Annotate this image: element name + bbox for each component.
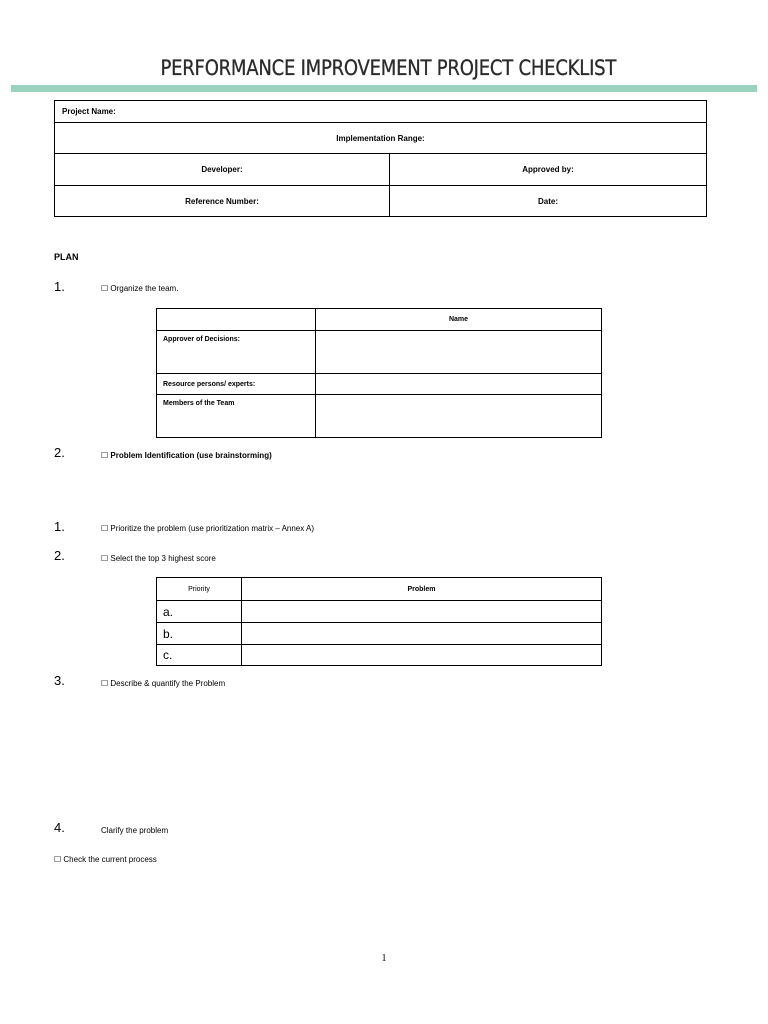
checklist-item-select-top-3[interactable]: ☐ Select the top 3 highest score xyxy=(101,554,216,563)
title-underline xyxy=(11,85,757,92)
step-number: 1. xyxy=(54,279,65,294)
team-row-input[interactable] xyxy=(316,374,602,395)
team-row-input[interactable] xyxy=(316,395,602,438)
date-field[interactable]: Date: xyxy=(390,186,707,217)
priority-table xyxy=(156,577,602,666)
priority-table-header-priority: Priority xyxy=(157,578,242,601)
priority-row-input[interactable] xyxy=(242,645,602,666)
team-row-input[interactable] xyxy=(316,331,602,374)
step-number: 4. xyxy=(54,820,65,835)
step-number: 2. xyxy=(54,445,65,460)
developer-field[interactable]: Developer: xyxy=(55,154,390,186)
checklist-item-describe-problem[interactable]: ☐ Describe & quantify the Problem xyxy=(101,679,226,688)
priority-row-label: b. xyxy=(157,623,242,645)
section-plan-heading: PLAN xyxy=(54,252,79,262)
priority-row-input[interactable] xyxy=(242,601,602,623)
team-row-label: Resource persons/ experts: xyxy=(157,374,316,395)
checklist-item-clarify-problem: Clarify the problem xyxy=(101,826,169,835)
approved-by-field[interactable]: Approved by: xyxy=(390,154,707,186)
team-row-label: Approver of Decisions: xyxy=(157,331,316,374)
project-name-field[interactable]: Project Name: xyxy=(55,101,707,123)
document-title: PERFORMANCE IMPROVEMENT PROJECT CHECKLIST xyxy=(160,56,617,80)
priority-row-label: c. xyxy=(157,645,242,666)
project-header-table xyxy=(54,100,707,217)
checklist-item-problem-identification[interactable]: ☐ Problem Identification (use brainstorming) xyxy=(101,451,272,460)
reference-number-field[interactable]: Reference Number: xyxy=(55,186,390,217)
team-row-label: Members of the Team xyxy=(157,395,316,438)
checklist-item-prioritize-problem[interactable]: ☐ Prioritize the problem (use prioritization matrix – Annex A) xyxy=(101,524,315,533)
checklist-item-check-current-process[interactable]: ☐ Check the current process xyxy=(54,855,157,864)
implementation-range-field[interactable]: Implementation Range: xyxy=(55,123,707,154)
team-table-corner xyxy=(157,309,316,331)
team-table-header-name: Name xyxy=(316,309,602,331)
page-number: 1 xyxy=(381,953,387,964)
step-number: 2. xyxy=(54,548,65,563)
step-number: 1. xyxy=(54,519,65,534)
priority-row-input[interactable] xyxy=(242,623,602,645)
priority-row-label: a. xyxy=(157,601,242,623)
checklist-item-organize-team[interactable]: ☐ Organize the team. xyxy=(101,284,179,293)
step-number: 3. xyxy=(54,673,65,688)
team-table xyxy=(156,308,602,438)
priority-table-header-problem: Problem xyxy=(242,578,602,601)
